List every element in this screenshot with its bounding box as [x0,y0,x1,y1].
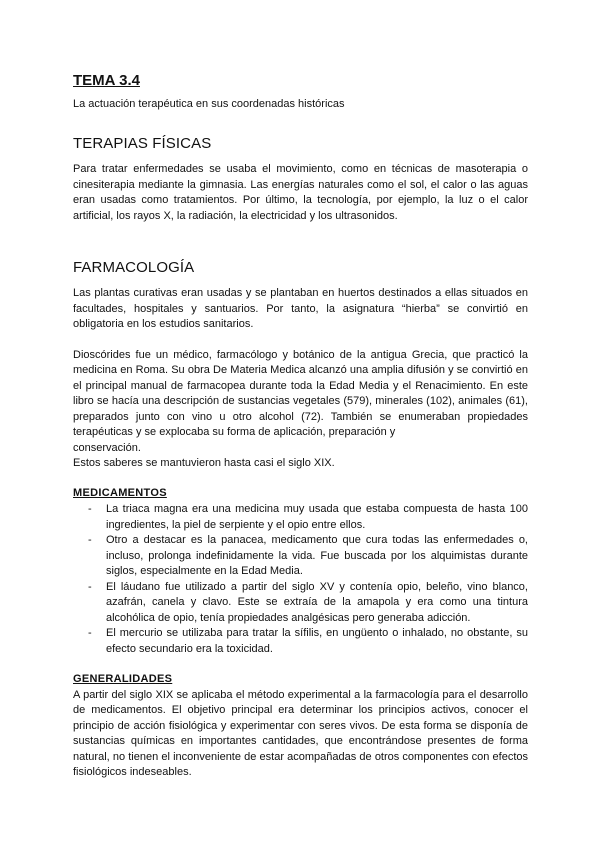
subsection-title-medicamentos: MEDICAMENTOS [73,486,167,499]
paragraph-terapias-fisicas: Para tratar enfermedades se usaba el movimiento, como en técnicas de masoterapia o cinesiterapia mediante la gimnasia. Las energías naturales como el sol, el calor o las aguas eran usadas como tratamientos. Por último, la tecnología, por ejemplo, la luz o el calor artificial, los rayos X, la radiación, la electricidad y los ultrasonidos. [73,163,528,222]
bullet-dash: - [88,580,92,593]
list-item-text: La triaca magna era una medicina muy usada que estaba compuesta de hasta 100 ingredientes, la piel de serpiente y el opio entre ellos. [106,503,528,531]
document-subtitle: La actuación terapéutica en sus coordenadas históricas [73,98,345,110]
list-item-text: Otro a destacar es la panacea, medicamento que cura todas las enfermedades o, incluso, prolonga indefinidamente la vida. Fue buscada por los alquimistas durante siglos, especialmente en la Edad Media. [106,534,528,577]
section-title-farmacologia: FARMACOLOGÍA [73,259,195,276]
list-item [73,533,528,580]
list-item-text: El láudano fue utilizado a partir del siglo XV y contenía opio, beleño, vino blanco, azafrán, canela y clavo. Este se extraía de la amapola y era como una tintura alcohólica de opio, tenía propiedades analgésicas pero generaba adicción. [106,580,528,624]
list-item [73,626,528,657]
medicamentos-list [73,502,528,657]
section-title-terapias-fisicas: TERAPIAS FÍSICAS [73,135,212,152]
document-page [73,72,528,781]
document-title: TEMA 3.4 [73,72,140,89]
paragraph-siglo-xix: Estos saberes se mantuvieron hasta casi el siglo XIX. [73,457,335,469]
paragraph-dioscorides: Dioscórides fue un médico, farmacólogo y botánico de la antigua Grecia, que practicó la medicina en Roma. Su obra De Materia Medica alcanzó una amplia difusión y se convirtió en el principal manual de farmacopea durante toda la Edad Media y el Renacimiento. En este libro se hacía una descripción de sustancias vegetales (579), minerales (102), animales (61), preparados junto con vino u otro alcohol (72). También se enumeraban propiedades terapéuticas y se explocaba su forma de aplicación, preparación y [73,348,528,438]
subsection-title-generalidades: GENERALIDADES [73,673,173,685]
paragraph-plantas-curativas: Las plantas curativas eran usadas y se plantaban en huertos destinados a ellas situados en facultades, hospitales y santuarios. Por tanto, la asignatura “hierba” se convirtió en obligatoria en los estudios sanitarios. [73,287,528,330]
bullet-dash: - [88,534,92,546]
list-item-text: El mercurio se utilizaba para tratar la sífilis, en ungüento o inhalado, no obstante, su efecto secundario era la toxicidad. [106,627,528,655]
bullet-dash: - [88,503,92,515]
paragraph-generalidades: A partir del siglo XIX se aplicaba el método experimental a la farmacología para el desarrollo de medicamentos. El objetivo principal era determinar los principios activos, conocer el principio de acción fisiológica y experimentar con seres vivos. De esta forma se disponía de sustancias químicas en importantes cantidades, que encontrándose presentes de forma natural, no tienen el inconveniente de estar acompañadas de otros componentes con efectos fisiológicos indeseables. [73,688,528,778]
list-item [73,580,528,627]
list-item [73,502,528,533]
paragraph-dioscorides-end: conservación. [73,441,141,454]
bullet-dash: - [88,627,92,639]
